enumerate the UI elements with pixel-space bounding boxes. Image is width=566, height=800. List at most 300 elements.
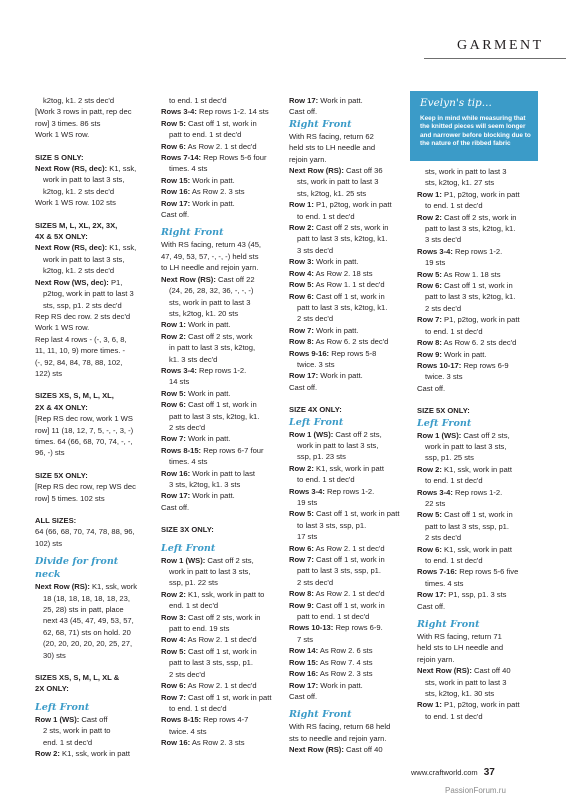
paragraph-gap [35, 209, 147, 220]
instruction-line [289, 188, 407, 199]
instruction-line [289, 233, 407, 244]
row-label: Next Row (RS): [289, 745, 344, 755]
row-text: 11, 11, 10, 9) more times. - [35, 346, 126, 356]
row-text: 102) sts [35, 538, 63, 548]
instruction-line [417, 521, 531, 532]
row-text: sts, k2tog, k1. 25 sts [297, 188, 367, 198]
row-text: As Row 1. 1 st dec'd [313, 280, 385, 290]
instruction-line [417, 291, 531, 302]
row-label: Row 16: [161, 187, 191, 197]
row-label: Rows 10-17: [417, 360, 462, 370]
instruction-line [289, 302, 407, 313]
instruction-line [417, 475, 531, 486]
instruction-line [417, 383, 531, 394]
instruction-line [35, 581, 147, 592]
instruction-line [417, 200, 531, 211]
row-text: 25, 28) sts in patt, place [43, 605, 124, 615]
section-header [424, 36, 566, 62]
size-heading: SIZE 3X ONLY: [161, 525, 214, 535]
instruction-line [289, 508, 407, 519]
row-text: K1, ssk, [107, 164, 137, 174]
row-text: times. 4 sts [169, 457, 208, 467]
paragraph-gap [35, 379, 147, 390]
row-text: times. 64 (66, 68, 70, 74, -, -, [35, 436, 133, 446]
tip-body: Keep in mind while measuring that the knitted pieces will seem longer and narrower before blocking due to the nature of the ribbed fabric [420, 115, 531, 148]
row-label: Row 17: [161, 491, 191, 501]
row-text: Rep Rows 5-6 four [201, 153, 267, 163]
instruction-line [289, 733, 407, 744]
instruction-line [35, 357, 147, 368]
row-label: Row 9: [417, 349, 442, 359]
row-label: Row 6: [161, 400, 186, 410]
row-text: next 43 (45, 47, 49, 53, 57, [43, 616, 134, 626]
row-label: Row 5: [417, 269, 442, 279]
instruction-line [35, 447, 147, 458]
row-text: Cast off. [289, 382, 318, 392]
row-text: Cast off. [417, 601, 446, 611]
row-text: K1, ssk, work in patt to [185, 589, 265, 599]
instruction-line [35, 725, 147, 736]
row-text: 62, 68, 71) sts on hold. 20 [43, 627, 131, 637]
section-heading: Left Front [161, 542, 216, 554]
instruction-line [35, 714, 147, 725]
instruction-line [289, 721, 407, 732]
row-text: patt to last 3 sts, k2tog, k1. [297, 234, 388, 244]
row-text: As Row 2. 6 sts [318, 646, 373, 656]
instruction-line [35, 265, 147, 276]
row-text: 3 sts dec'd [425, 235, 462, 245]
row-text: K1, ssk, work in patt [441, 464, 512, 474]
size-heading: SIZES XS, S, M, L, XL & [35, 673, 120, 683]
instruction-line [417, 601, 531, 612]
row-label: Row 1: [417, 189, 442, 199]
instruction-line [161, 737, 277, 748]
row-label: Row 7: [161, 434, 186, 444]
row-label: Row 5: [289, 509, 314, 519]
instruction-line [289, 486, 407, 497]
row-label: Row 17: [417, 590, 447, 600]
instruction-line [161, 623, 277, 634]
row-text: sts, k2tog, k1. 30 sts [425, 689, 495, 699]
row-text: held sts to LH needle and [417, 643, 504, 653]
instruction-line [289, 744, 407, 755]
instruction-line [35, 638, 147, 649]
instruction-line [161, 251, 277, 262]
size-heading: SIZE S ONLY: [35, 152, 84, 162]
row-text: twice. 4 sts [169, 726, 207, 736]
instruction-line [161, 703, 277, 714]
instruction-line [417, 257, 531, 268]
row-text: As Row 6. 2 sts dec'd [313, 337, 389, 347]
row-text: k2tog, k1. 2 sts dec'd [43, 96, 115, 105]
row-text: Cast off 1 st, work in [185, 118, 257, 128]
row-label: Row 4: [161, 635, 186, 645]
instruction-line [289, 95, 407, 106]
row-text: 14 sts [169, 377, 190, 387]
row-label: Row 6: [417, 544, 442, 554]
instruction-line [35, 129, 147, 140]
section-title: GARMENT [457, 38, 544, 53]
row-label: Row 1 (WS): [289, 429, 334, 439]
row-text: patt to end. 1 st dec'd [169, 130, 242, 140]
watermark: PassionForum.ru [445, 786, 506, 795]
row-label: Row 8: [289, 337, 314, 347]
instruction-line [35, 593, 147, 604]
section-heading: Left Front [417, 417, 472, 429]
row-text: Work in patt. [318, 96, 363, 105]
row-text: 2 sts dec'd [425, 533, 462, 543]
instruction-line [289, 680, 407, 691]
instruction-line [35, 174, 147, 185]
instruction-line [289, 497, 407, 508]
instruction-line [417, 212, 531, 223]
row-label: Row 7: [161, 692, 186, 702]
instruction-line [161, 577, 277, 588]
row-text: sts, work in patt to last 3 [425, 677, 507, 687]
instruction-line [289, 657, 407, 668]
instruction-line [417, 314, 531, 325]
row-text: 64 (66, 68, 70, 74, 78, 88, 96, [35, 527, 135, 537]
instruction-line [417, 677, 531, 688]
size-heading: 2X & 4X ONLY: [35, 402, 88, 412]
row-label: Next Row (RS): [289, 166, 344, 176]
instruction-line [35, 242, 147, 253]
instruction-line [35, 186, 147, 197]
row-text: P1, p2tog, work in patt [313, 200, 392, 210]
row-text: sts, work in patt to last 3 [169, 297, 251, 307]
instruction-line [417, 189, 531, 200]
instruction-line [35, 627, 147, 638]
instruction-line [161, 376, 277, 387]
instruction-line [35, 197, 147, 208]
instruction-line [417, 280, 531, 291]
row-text: Work in patt. [313, 257, 359, 267]
instruction-line [161, 726, 277, 737]
row-text: patt to last 3 sts, k2tog, k1. [425, 292, 516, 302]
row-text: Cast off [79, 714, 108, 724]
instruction-line [161, 354, 277, 365]
instruction-line [417, 223, 531, 234]
instruction-line [289, 554, 407, 565]
instruction-line [161, 118, 277, 129]
instruction-line [35, 650, 147, 661]
row-label: Rows 3-4: [161, 107, 197, 117]
instruction-line [161, 342, 277, 353]
instruction-line [289, 222, 407, 233]
row-label: Rows 3-4: [161, 365, 197, 375]
row-text: end. 1 st dec'd [169, 601, 219, 611]
row-text: [Rep RS dec row, rep WS dec [35, 482, 136, 492]
instruction-line [35, 254, 147, 265]
row-label: Next Row (WS, dec): [35, 277, 109, 287]
paragraph-gap [35, 504, 147, 515]
instruction-line [161, 319, 277, 330]
row-text: to end. 1 st dec'd [297, 475, 355, 485]
instruction-line [35, 413, 147, 424]
instruction-line [289, 668, 407, 679]
row-text: work in patt to last 3 sts, [425, 441, 507, 451]
row-text: Cast off 1 st, work in [185, 400, 257, 410]
instruction-line [289, 691, 407, 702]
row-text: Rep rows 5-8 [329, 348, 377, 358]
instruction-line [417, 566, 531, 577]
row-text: times. 4 sts [169, 164, 208, 174]
row-text: Cast off. [161, 210, 190, 220]
row-text: 19 sts [425, 258, 446, 268]
row-label: Row 7: [417, 315, 442, 325]
row-text: P1, ssp, p1. 3 sts [446, 590, 507, 600]
instruction-line [417, 688, 531, 699]
instruction-line [417, 246, 531, 257]
row-text: Cast off 2 sts, [461, 430, 510, 440]
row-label: Row 5: [161, 646, 186, 656]
row-text: Cast off 36 [343, 166, 383, 176]
row-text: row] 3 times. 86 sts [35, 118, 101, 128]
row-label: Row 16: [161, 738, 191, 748]
row-text: Work 1 WS row. [35, 323, 90, 333]
row-text: ssp, p1. 22 sts [169, 578, 218, 588]
row-label: Row 1 (WS): [161, 555, 206, 565]
instruction-line [161, 714, 277, 725]
size-heading: SIZE 4X ONLY: [289, 405, 342, 415]
instruction-line [289, 199, 407, 210]
row-text: Cast off 1 st, work in [185, 646, 257, 656]
instruction-line [417, 337, 531, 348]
row-text: Rep RS dec row. 2 sts dec'd [35, 311, 131, 321]
row-text: (-, 92, 84, 84, 78, 88, 102, [35, 357, 123, 367]
row-text: Rep rows 5-6 five [457, 567, 519, 577]
row-text: Rep rows 1-2. [452, 487, 503, 497]
text-column-2 [161, 95, 277, 749]
row-text: Cast off 1 st, work in [313, 555, 385, 565]
instruction-line [417, 642, 531, 653]
row-text: (20, 20, 20, 20, 20, 25, 27, [43, 639, 133, 649]
row-label: Row 4: [289, 268, 314, 278]
instruction-line [289, 268, 407, 279]
row-text: Work in patt. [441, 349, 487, 359]
row-text: With RS facing, return 71 [417, 632, 502, 642]
instruction-line [161, 297, 277, 308]
instruction-line [289, 429, 407, 440]
instruction-line [161, 274, 277, 285]
row-label: Row 2: [289, 223, 314, 233]
instruction-line [161, 152, 277, 163]
instruction-line [417, 177, 531, 188]
instruction-line [35, 748, 147, 759]
row-text: K1, ssk, work in patt [441, 544, 512, 554]
row-label: Row 6: [289, 543, 314, 553]
row-text: Cast off 2 sts, [205, 555, 254, 565]
row-text: Work 1 WS row. 102 sts [35, 198, 116, 208]
row-text: patt to last 3 sts, k2tog, k1. [425, 224, 516, 234]
row-text: 2 sts dec'd [169, 669, 206, 679]
row-label: Row 1: [161, 320, 186, 330]
instruction-line [289, 165, 407, 176]
row-text: work in patt to last 3 sts, [43, 254, 125, 264]
instruction-line [35, 615, 147, 626]
instruction-line [161, 692, 277, 703]
row-label: Row 14: [289, 646, 319, 656]
instruction-line [289, 106, 407, 117]
row-text: Work in patt. [185, 388, 231, 398]
instruction-line [289, 520, 407, 531]
row-text: Work in patt to last [190, 468, 255, 478]
instruction-line [35, 322, 147, 333]
row-text: patt to last 3 sts, ssp, p1. [169, 658, 253, 668]
row-label: Rows 8-15: [161, 445, 202, 455]
row-text: As Row 2. 18 sts [313, 268, 373, 278]
row-text: As Row 2. 1 st dec'd [313, 589, 385, 599]
row-text: times. 4 sts [425, 578, 464, 588]
instruction-line [289, 588, 407, 599]
row-text: K1, ssk, work in patt [59, 749, 130, 759]
row-text: work in patt to last 3 sts, [43, 175, 125, 185]
row-text: Work in patt. [318, 371, 363, 381]
row-text: Cast off 40 [343, 745, 383, 755]
header-rule [424, 58, 566, 59]
instruction-line [161, 365, 277, 376]
instruction-line [161, 566, 277, 577]
instruction-line [417, 654, 531, 665]
instruction-line [417, 166, 531, 177]
row-label: Row 9: [289, 600, 314, 610]
row-text: work in patt to last 3 sts, [169, 567, 251, 577]
row-text: Rep rows 6-9. [333, 623, 383, 633]
instruction-line [289, 565, 407, 576]
size-heading: SIZE 5X ONLY: [417, 406, 470, 416]
row-text: P1, p2tog, work in patt [441, 189, 520, 199]
row-text: Work 1 WS row. [35, 130, 90, 140]
row-label: Row 2: [417, 464, 442, 474]
row-text: As Row 2. 1 st dec'd [185, 141, 257, 151]
paragraph-gap [417, 394, 531, 405]
instruction-line [417, 452, 531, 463]
row-label: Row 16: [161, 468, 191, 478]
row-text: Work in patt. [313, 325, 359, 335]
instruction-line [161, 262, 277, 273]
instruction-line [289, 382, 407, 393]
row-label: Row 17: [289, 680, 319, 690]
row-text: Cast off 1 st, work in [313, 291, 385, 301]
row-text: Rep rows 4-7 [201, 715, 249, 725]
row-text: twice. 3 sts [297, 359, 335, 369]
row-label: Row 17: [161, 198, 191, 208]
instruction-line [289, 634, 407, 645]
instruction-line [35, 163, 147, 174]
row-label: Row 2: [35, 749, 60, 759]
row-text: 7 sts [297, 634, 314, 644]
row-text: patt to last 3 sts, k2tog, k1. [169, 411, 260, 421]
row-label: Row 5: [289, 280, 314, 290]
row-text: to end. 1 st dec'd [425, 556, 483, 565]
row-text: As Row 6. 2 sts dec'd [441, 338, 517, 348]
row-text: Cast off 1 st, work in [313, 600, 385, 610]
row-text: Cast off. [289, 107, 318, 117]
row-text: Cast off 1 st, work in patt [313, 509, 400, 519]
instruction-line [161, 433, 277, 444]
row-label: Next Row (RS): [161, 274, 216, 284]
row-text: Rep rows 6-9 [461, 360, 509, 370]
instruction-line [161, 141, 277, 152]
row-text: P1, p2tog, work in patt [441, 700, 520, 710]
section-heading: Right Front [289, 709, 352, 721]
instruction-line [289, 176, 407, 187]
row-text: P1, p2tog, work in patt [441, 315, 520, 325]
row-text: With RS facing, return 43 (45, [161, 240, 262, 250]
instruction-line [161, 285, 277, 296]
row-text: Work in patt. [190, 198, 235, 208]
size-heading: SIZES XS, S, M, L, XL, [35, 391, 114, 401]
row-label: Row 15: [161, 175, 191, 185]
row-text: sts, work in patt to last 3 [425, 167, 507, 176]
row-label: Row 2: [161, 331, 186, 341]
row-label: Row 17: [289, 96, 319, 105]
row-text: Work in patt. [185, 320, 231, 330]
instruction-line [35, 334, 147, 345]
row-text: patt to last 3 sts, ssp, p1. [425, 521, 509, 531]
row-label: Rows 10-13: [289, 623, 334, 633]
instruction-line [417, 555, 531, 566]
page-footer [411, 767, 495, 778]
instruction-line [289, 154, 407, 165]
instruction-line [289, 451, 407, 462]
instruction-line [161, 490, 277, 501]
instruction-line [161, 331, 277, 342]
row-label: Rows 7-14: [161, 153, 202, 163]
row-label: Row 15: [289, 657, 319, 667]
row-text: P1, [108, 277, 123, 287]
instruction-line [161, 589, 277, 600]
paragraph-gap [35, 141, 147, 152]
row-text: Rep rows 1-2. [324, 486, 375, 496]
instruction-line [35, 425, 147, 436]
row-text: Cast off. [289, 691, 318, 701]
instruction-line [417, 326, 531, 337]
instruction-line [417, 487, 531, 498]
row-label: Rows 3-4: [289, 486, 325, 496]
instruction-line [417, 665, 531, 676]
row-text: K1, ssk, work [89, 582, 138, 592]
instruction-line [289, 611, 407, 622]
row-label: Row 5: [417, 510, 442, 520]
instruction-line [161, 308, 277, 319]
row-text: 2 sts dec'd [297, 314, 334, 324]
text-column-3 [289, 95, 407, 756]
row-label: Row 8: [289, 589, 314, 599]
paragraph-gap [289, 393, 407, 404]
instruction-line [35, 368, 147, 379]
instruction-line [289, 440, 407, 451]
instruction-line [289, 131, 407, 142]
instruction-line [417, 699, 531, 710]
row-text: 47, 49, 53, 57, -, -, -) held sts [161, 251, 259, 261]
row-text: Cast off. [161, 502, 190, 512]
instruction-line [289, 313, 407, 324]
row-text: As Row 2. 3 sts [318, 669, 373, 679]
text-column-1 [35, 95, 147, 760]
tip-box [410, 91, 538, 161]
instruction-line [417, 430, 531, 441]
instruction-line [161, 657, 277, 668]
instruction-line [35, 300, 147, 311]
row-label: Row 2: [417, 212, 442, 222]
row-label: Row 5: [161, 118, 186, 128]
instruction-line [161, 445, 277, 456]
instruction-line [289, 370, 407, 381]
size-heading: SIZES M, L, XL, 2X, 3X, [35, 220, 118, 230]
section-heading: Left Front [35, 701, 90, 713]
row-label: Rows 8-15: [161, 715, 202, 725]
